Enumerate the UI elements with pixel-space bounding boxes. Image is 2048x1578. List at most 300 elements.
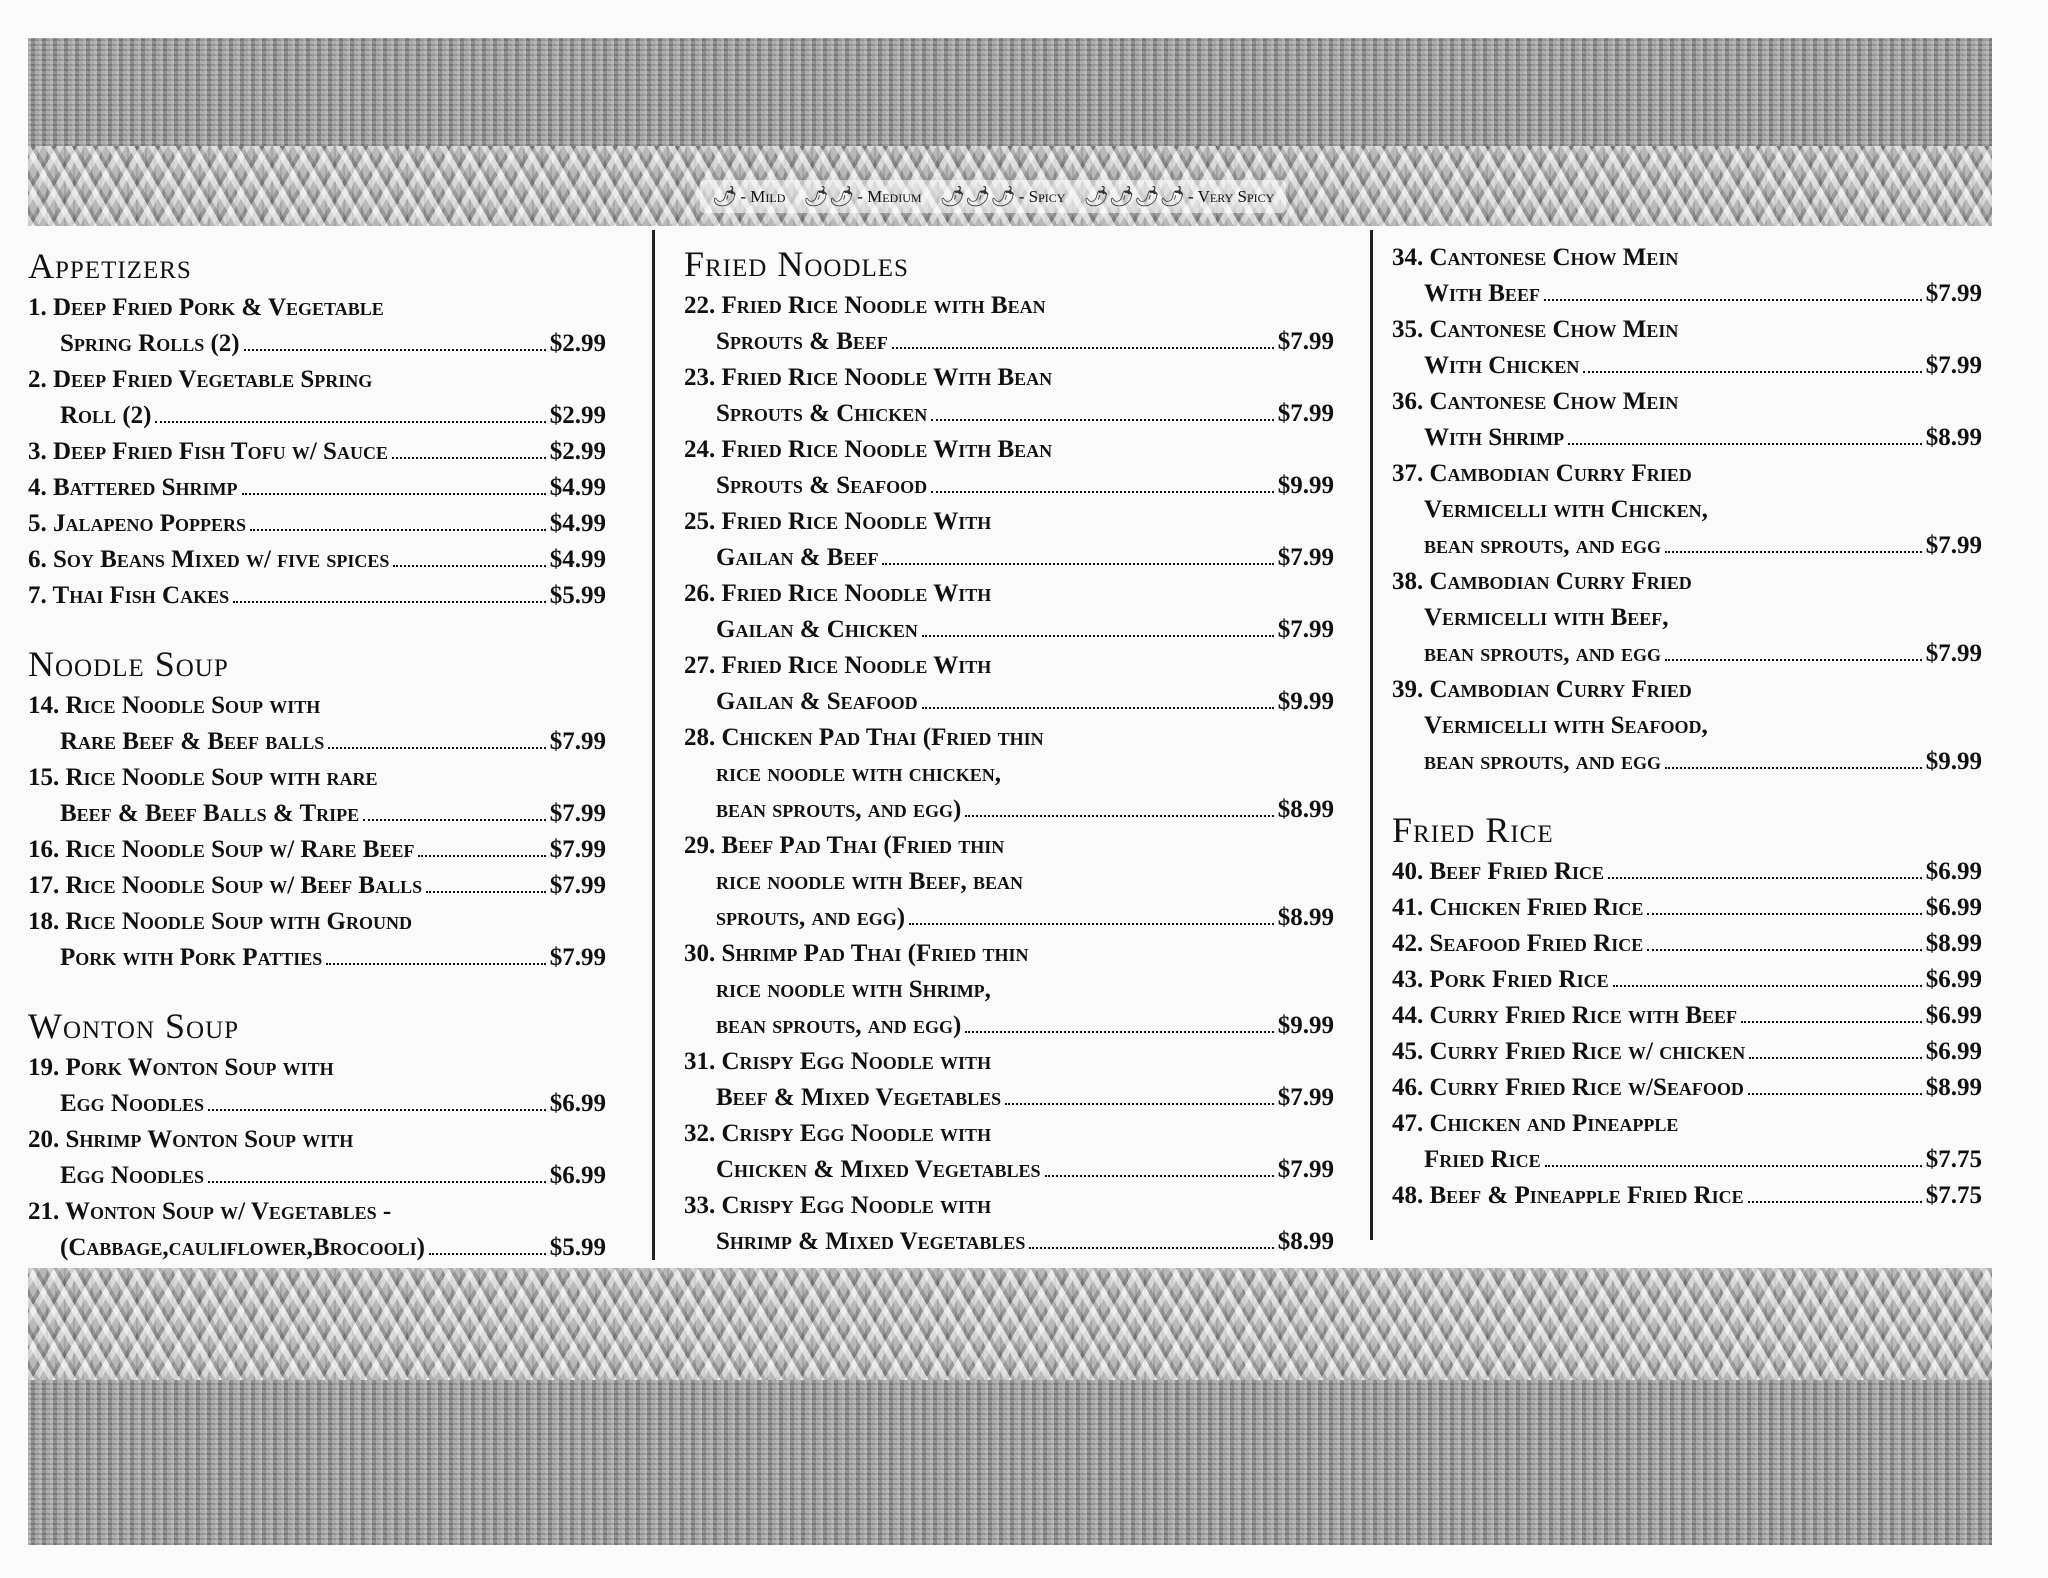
dot-leader [1665, 551, 1922, 553]
section-chow-mein-curry [1392, 240, 1982, 780]
dot-leader [1045, 1175, 1274, 1177]
legend-very-spicy [1083, 184, 1274, 209]
dot-leader [931, 419, 1273, 421]
item-line [28, 1230, 606, 1266]
menu-item [684, 360, 1334, 432]
menu-item [1392, 312, 1982, 384]
item-line [1392, 744, 1982, 780]
menu-item [684, 1044, 1334, 1116]
item-name: 33. Crispy Egg Noodle with [684, 1192, 992, 1219]
section-fried-noodles [684, 288, 1334, 1260]
item-line [28, 904, 606, 940]
item-price: $6.99 [1925, 894, 1982, 921]
bottom-texture-band [28, 1380, 1992, 1545]
item-line [1392, 672, 1982, 708]
item-line [684, 684, 1334, 720]
item-name: 30. Shrimp Pad Thai (Fried thin [684, 940, 1029, 967]
item-name: 5. Jalapeno Poppers [28, 510, 247, 537]
section-appetizers [28, 290, 606, 614]
dot-leader [965, 815, 1273, 817]
chili-icon: 🌶🌶 [803, 186, 855, 208]
bottom-braid-border [28, 1268, 1992, 1380]
legend-spicy [940, 184, 1066, 209]
item-price: $7.99 [1277, 616, 1334, 643]
item-name: 15. Rice Noodle Soup with rare [28, 764, 378, 791]
item-name-cont: Sprouts & Seafood [716, 472, 928, 499]
item-price: $7.75 [1925, 1182, 1982, 1209]
item-line [1392, 420, 1982, 456]
item-line [1392, 1070, 1982, 1106]
item-line [684, 828, 1334, 864]
item-line [28, 760, 606, 796]
dot-leader [326, 963, 545, 965]
item-name: 39. Cambodian Curry Fried [1392, 676, 1692, 703]
item-line [28, 1086, 606, 1122]
dot-leader [1749, 1057, 1922, 1059]
item-name: 24. Fried Rice Noodle With Bean [684, 436, 1053, 463]
item-price: $6.99 [1925, 1038, 1982, 1065]
item-price: $7.99 [549, 836, 606, 863]
item-name: 26. Fried Rice Noodle With [684, 580, 992, 607]
item-price: $9.99 [1277, 1012, 1334, 1039]
dot-leader [208, 1181, 546, 1183]
item-name: 38. Cambodian Curry Fried [1392, 568, 1692, 595]
menu-item [684, 1116, 1334, 1188]
item-line [1392, 1106, 1982, 1142]
item-line [1392, 312, 1982, 348]
dot-leader [922, 635, 1274, 637]
dot-leader [1647, 949, 1922, 951]
item-name: 41. Chicken Fried Rice [1392, 894, 1644, 921]
menu-item [28, 832, 606, 868]
dot-leader [1583, 371, 1921, 373]
item-name-cont: Egg Noodles [60, 1090, 205, 1117]
menu-item [684, 828, 1334, 936]
dot-leader [392, 457, 546, 459]
section-title-fried-noodles: Fried Noodles [684, 244, 909, 284]
item-line [1392, 348, 1982, 384]
item-name: 43. Pork Fried Rice [1392, 966, 1609, 993]
item-name: 18. Rice Noodle Soup with Ground [28, 908, 412, 935]
item-name-cont: Gailan & Seafood [716, 688, 918, 715]
item-line [684, 432, 1334, 468]
item-price: $7.99 [1277, 400, 1334, 427]
item-line [684, 288, 1334, 324]
chili-icon: 🌶🌶🌶 [939, 186, 1016, 208]
item-line [684, 1008, 1334, 1044]
menu-item [1392, 564, 1982, 672]
item-line [684, 864, 1334, 900]
item-line [684, 612, 1334, 648]
menu-item [684, 288, 1334, 360]
item-name-cont: Chicken & Mixed Vegetables [716, 1156, 1041, 1183]
item-name: 25. Fried Rice Noodle With [684, 508, 992, 535]
item-line [28, 542, 606, 578]
legend-label: - Mild [740, 186, 786, 206]
item-name-cont: rice noodle with Beef, bean [716, 868, 1023, 895]
item-line [684, 648, 1334, 684]
item-line [1392, 492, 1982, 528]
dot-leader [328, 747, 545, 749]
dot-leader [1748, 1201, 1922, 1203]
dot-leader [882, 563, 1273, 565]
item-name: 4. Battered Shrimp [28, 474, 238, 501]
item-line [684, 1116, 1334, 1152]
menu-item [684, 648, 1334, 720]
dot-leader [426, 891, 546, 893]
section-title-fried-rice: Fried Rice [1392, 810, 1554, 850]
dot-leader [1665, 767, 1922, 769]
dot-leader [1029, 1247, 1273, 1249]
item-name-cont: bean sprouts, and egg [1424, 640, 1662, 667]
item-name: 28. Chicken Pad Thai (Fried thin [684, 724, 1044, 751]
item-name: 20. Shrimp Wonton Soup with [28, 1126, 354, 1153]
item-line [684, 1044, 1334, 1080]
item-price: $2.99 [549, 402, 606, 429]
item-line [1392, 708, 1982, 744]
dot-leader [393, 565, 545, 567]
section-title-wonton-soup: Wonton Soup [28, 1006, 240, 1046]
item-price: $7.99 [549, 728, 606, 755]
menu-item [28, 542, 606, 578]
menu-item [684, 576, 1334, 648]
item-price: $2.99 [549, 438, 606, 465]
chili-icon: 🌶 [712, 186, 738, 208]
item-name: 29. Beef Pad Thai (Fried thin [684, 832, 1005, 859]
item-price: $7.99 [1925, 532, 1982, 559]
dot-leader [233, 601, 546, 603]
item-line [1392, 276, 1982, 312]
item-name: 19. Pork Wonton Soup with [28, 1054, 334, 1081]
dot-leader [892, 347, 1274, 349]
item-name-cont: bean sprouts, and egg [1424, 532, 1662, 559]
menu-item [1392, 672, 1982, 780]
item-price: $6.99 [1925, 1002, 1982, 1029]
item-name: 48. Beef & Pineapple Fried Rice [1392, 1182, 1744, 1209]
menu-item [1392, 456, 1982, 564]
item-name: 17. Rice Noodle Soup w/ Beef Balls [28, 872, 423, 899]
item-line [684, 756, 1334, 792]
item-name: 6. Soy Beans Mixed w/ five spices [28, 546, 390, 573]
menu-item [1392, 1034, 1982, 1070]
dot-leader [922, 707, 1274, 709]
item-price: $7.99 [1277, 1156, 1334, 1183]
menu-item [684, 504, 1334, 576]
item-name: 14. Rice Noodle Soup with [28, 692, 321, 719]
item-name: 22. Fried Rice Noodle with Bean [684, 292, 1046, 319]
item-line [28, 940, 606, 976]
section-title-appetizers: Appetizers [28, 246, 192, 286]
item-price: $5.99 [549, 582, 606, 609]
menu-item [28, 506, 606, 542]
item-price: $8.99 [1277, 904, 1334, 931]
item-price: $8.99 [1925, 1074, 1982, 1101]
item-name: 16. Rice Noodle Soup w/ Rare Beef [28, 836, 415, 863]
item-line [684, 1188, 1334, 1224]
item-price: $7.99 [1277, 1084, 1334, 1111]
item-line [1392, 240, 1982, 276]
item-name: 31. Crispy Egg Noodle with [684, 1048, 992, 1075]
item-line [684, 324, 1334, 360]
item-price: $6.99 [1925, 858, 1982, 885]
item-line [28, 724, 606, 760]
item-line [1392, 384, 1982, 420]
chili-icon: 🌶🌶🌶🌶 [1083, 186, 1186, 208]
item-price: $9.99 [1277, 472, 1334, 499]
item-line [684, 972, 1334, 1008]
legend-label: - Very Spicy [1188, 186, 1275, 206]
item-name-cont: Vermicelli with Beef, [1424, 604, 1669, 631]
item-price: $7.99 [1277, 328, 1334, 355]
item-name: 21. Wonton Soup w/ Vegetables - [28, 1198, 392, 1225]
item-price: $7.99 [549, 800, 606, 827]
dot-leader [909, 923, 1274, 925]
menu-column-middle [684, 244, 1334, 1260]
dot-leader [965, 1031, 1273, 1033]
item-line [1392, 962, 1982, 998]
item-line [28, 434, 606, 470]
dot-leader [1613, 985, 1922, 987]
item-name: 7. Thai Fish Cakes [28, 582, 230, 609]
item-line [684, 1080, 1334, 1116]
column-divider [652, 230, 655, 1260]
spice-legend [700, 180, 1286, 213]
item-line [1392, 854, 1982, 890]
item-line [28, 832, 606, 868]
item-name-cont: Beef & Mixed Vegetables [716, 1084, 1002, 1111]
item-name-cont: Roll (2) [60, 402, 152, 429]
item-name-cont: Vermicelli with Chicken, [1424, 496, 1708, 523]
item-price: $9.99 [1277, 688, 1334, 715]
item-name: 40. Beef Fried Rice [1392, 858, 1605, 885]
item-name: 36. Cantonese Chow Mein [1392, 388, 1679, 415]
item-name-cont: bean sprouts, and egg) [716, 796, 962, 823]
item-name-cont: Sprouts & Chicken [716, 400, 928, 427]
item-name-cont: Beef & Beef Balls & Tripe [60, 800, 360, 827]
item-line [684, 468, 1334, 504]
item-price: $7.99 [1925, 640, 1982, 667]
item-line [684, 540, 1334, 576]
item-name-cont: Fried Rice [1424, 1146, 1541, 1173]
menu-item [1392, 1178, 1982, 1214]
item-name-cont: Spring Rolls (2) [60, 330, 240, 357]
item-name-cont: Sprouts & Beef [716, 328, 888, 355]
menu-item [28, 868, 606, 904]
item-price: $4.99 [549, 510, 606, 537]
item-name-cont: Gailan & Chicken [716, 616, 918, 643]
item-name: 32. Crispy Egg Noodle with [684, 1120, 992, 1147]
item-price: $6.99 [549, 1162, 606, 1189]
item-line [684, 1152, 1334, 1188]
menu-item [1392, 384, 1982, 456]
menu-item [28, 688, 606, 760]
item-name-cont: Vermicelli with Seafood, [1424, 712, 1708, 739]
item-line [28, 1122, 606, 1158]
menu-item [684, 720, 1334, 828]
legend-medium [803, 184, 921, 209]
menu-column-left [28, 246, 606, 1266]
item-price: $7.99 [1277, 544, 1334, 571]
item-line [1392, 998, 1982, 1034]
top-texture-band [28, 38, 1992, 146]
item-line [1392, 564, 1982, 600]
item-name: 3. Deep Fried Fish Tofu w/ Sauce [28, 438, 388, 465]
item-name-cont: Gailan & Beef [716, 544, 879, 571]
dot-leader [363, 819, 546, 821]
item-line [28, 1050, 606, 1086]
item-line [684, 576, 1334, 612]
item-name-cont: (Cabbage,cauliflower,Brocooli) [60, 1234, 425, 1261]
item-line [28, 506, 606, 542]
item-price: $8.99 [1277, 1228, 1334, 1255]
menu-item [28, 470, 606, 506]
menu-item [684, 1188, 1334, 1260]
item-price: $7.75 [1925, 1146, 1982, 1173]
menu-column-right [1392, 240, 1982, 1214]
item-name: 1. Deep Fried Pork & Vegetable [28, 294, 384, 321]
item-price: $2.99 [549, 330, 606, 357]
item-name: 45. Curry Fried Rice w/ chicken [1392, 1038, 1746, 1065]
item-price: $4.99 [549, 474, 606, 501]
item-name: 47. Chicken and Pineapple [1392, 1110, 1679, 1137]
column-divider [1370, 230, 1373, 1240]
item-line [684, 936, 1334, 972]
item-name-cont: With Shrimp [1424, 424, 1565, 451]
dot-leader [429, 1253, 546, 1255]
item-price: $4.99 [549, 546, 606, 573]
item-name-cont: With Beef [1424, 280, 1540, 307]
item-price: $8.99 [1277, 796, 1334, 823]
menu-item [1392, 962, 1982, 998]
section-fried-rice [1392, 854, 1982, 1214]
dot-leader [155, 421, 545, 423]
item-line [1392, 600, 1982, 636]
item-line [1392, 456, 1982, 492]
item-line [28, 326, 606, 362]
dot-leader [1005, 1103, 1274, 1105]
item-line [684, 1224, 1334, 1260]
menu-item [1392, 240, 1982, 312]
item-price: $6.99 [549, 1090, 606, 1117]
item-price: $6.99 [1925, 966, 1982, 993]
item-name-cont: Pork with Pork Patties [60, 944, 323, 971]
item-name: 42. Seafood Fried Rice [1392, 930, 1644, 957]
item-name-cont: Rare Beef & Beef balls [60, 728, 325, 755]
dot-leader [242, 493, 546, 495]
item-price: $7.99 [1925, 280, 1982, 307]
item-line [28, 1158, 606, 1194]
dot-leader [1568, 443, 1922, 445]
menu-item [28, 578, 606, 614]
item-name: 35. Cantonese Chow Mein [1392, 316, 1679, 343]
item-line [1392, 1034, 1982, 1070]
menu-item [28, 904, 606, 976]
item-price: $9.99 [1925, 748, 1982, 775]
item-line [28, 688, 606, 724]
item-line [28, 470, 606, 506]
dot-leader [1545, 1165, 1922, 1167]
menu-item [28, 1194, 606, 1266]
item-line [1392, 636, 1982, 672]
item-name-cont: sprouts, and egg) [716, 904, 906, 931]
legend-label: - Spicy [1018, 186, 1066, 206]
item-name: 23. Fried Rice Noodle With Bean [684, 364, 1053, 391]
item-name: 34. Cantonese Chow Mein [1392, 244, 1679, 271]
menu-item [28, 760, 606, 832]
item-line [1392, 1178, 1982, 1214]
menu-item [1392, 854, 1982, 890]
section-noodle-soup [28, 688, 606, 976]
menu-item [684, 432, 1334, 504]
item-name: 46. Curry Fried Rice w/Seafood [1392, 1074, 1744, 1101]
dot-leader [1608, 877, 1922, 879]
menu-item [28, 362, 606, 434]
menu-item [1392, 1070, 1982, 1106]
dot-leader [1741, 1021, 1922, 1023]
item-name-cont: rice noodle with Shrimp, [716, 976, 991, 1003]
legend-mild [712, 184, 785, 209]
dot-leader [1748, 1093, 1922, 1095]
item-line [28, 398, 606, 434]
item-name: 37. Cambodian Curry Fried [1392, 460, 1692, 487]
item-line [1392, 926, 1982, 962]
item-line [28, 362, 606, 398]
item-line [28, 290, 606, 326]
menu-item [1392, 890, 1982, 926]
item-name-cont: With Chicken [1424, 352, 1580, 379]
item-line [28, 578, 606, 614]
item-name-cont: bean sprouts, and egg) [716, 1012, 962, 1039]
item-name-cont: Shrimp & Mixed Vegetables [716, 1228, 1026, 1255]
item-line [28, 1194, 606, 1230]
item-line [684, 792, 1334, 828]
menu-item [1392, 1106, 1982, 1178]
dot-leader [1544, 299, 1922, 301]
item-line [1392, 1142, 1982, 1178]
item-price: $7.99 [1925, 352, 1982, 379]
item-line [684, 504, 1334, 540]
item-line [684, 360, 1334, 396]
item-line [28, 868, 606, 904]
legend-label: - Medium [857, 186, 922, 206]
menu-item [684, 936, 1334, 1044]
item-price: $5.99 [549, 1234, 606, 1261]
item-line [28, 796, 606, 832]
item-name-cont: bean sprouts, and egg [1424, 748, 1662, 775]
item-name: 44. Curry Fried Rice with Beef [1392, 1002, 1737, 1029]
dot-leader [244, 349, 546, 351]
item-name-cont: Egg Noodles [60, 1162, 205, 1189]
item-price: $8.99 [1925, 424, 1982, 451]
item-price: $8.99 [1925, 930, 1982, 957]
dot-leader [1647, 913, 1921, 915]
dot-leader [418, 855, 545, 857]
menu-item [1392, 998, 1982, 1034]
dot-leader [208, 1109, 546, 1111]
menu-item [1392, 926, 1982, 962]
menu-item [28, 1050, 606, 1122]
item-line [1392, 890, 1982, 926]
item-line [684, 396, 1334, 432]
item-name-cont: rice noodle with chicken, [716, 760, 1002, 787]
item-name: 27. Fried Rice Noodle With [684, 652, 992, 679]
item-line [684, 900, 1334, 936]
menu-item [28, 1122, 606, 1194]
dot-leader [1665, 659, 1922, 661]
dot-leader [250, 529, 546, 531]
item-name: 2. Deep Fried Vegetable Spring [28, 366, 373, 393]
item-line [1392, 528, 1982, 564]
